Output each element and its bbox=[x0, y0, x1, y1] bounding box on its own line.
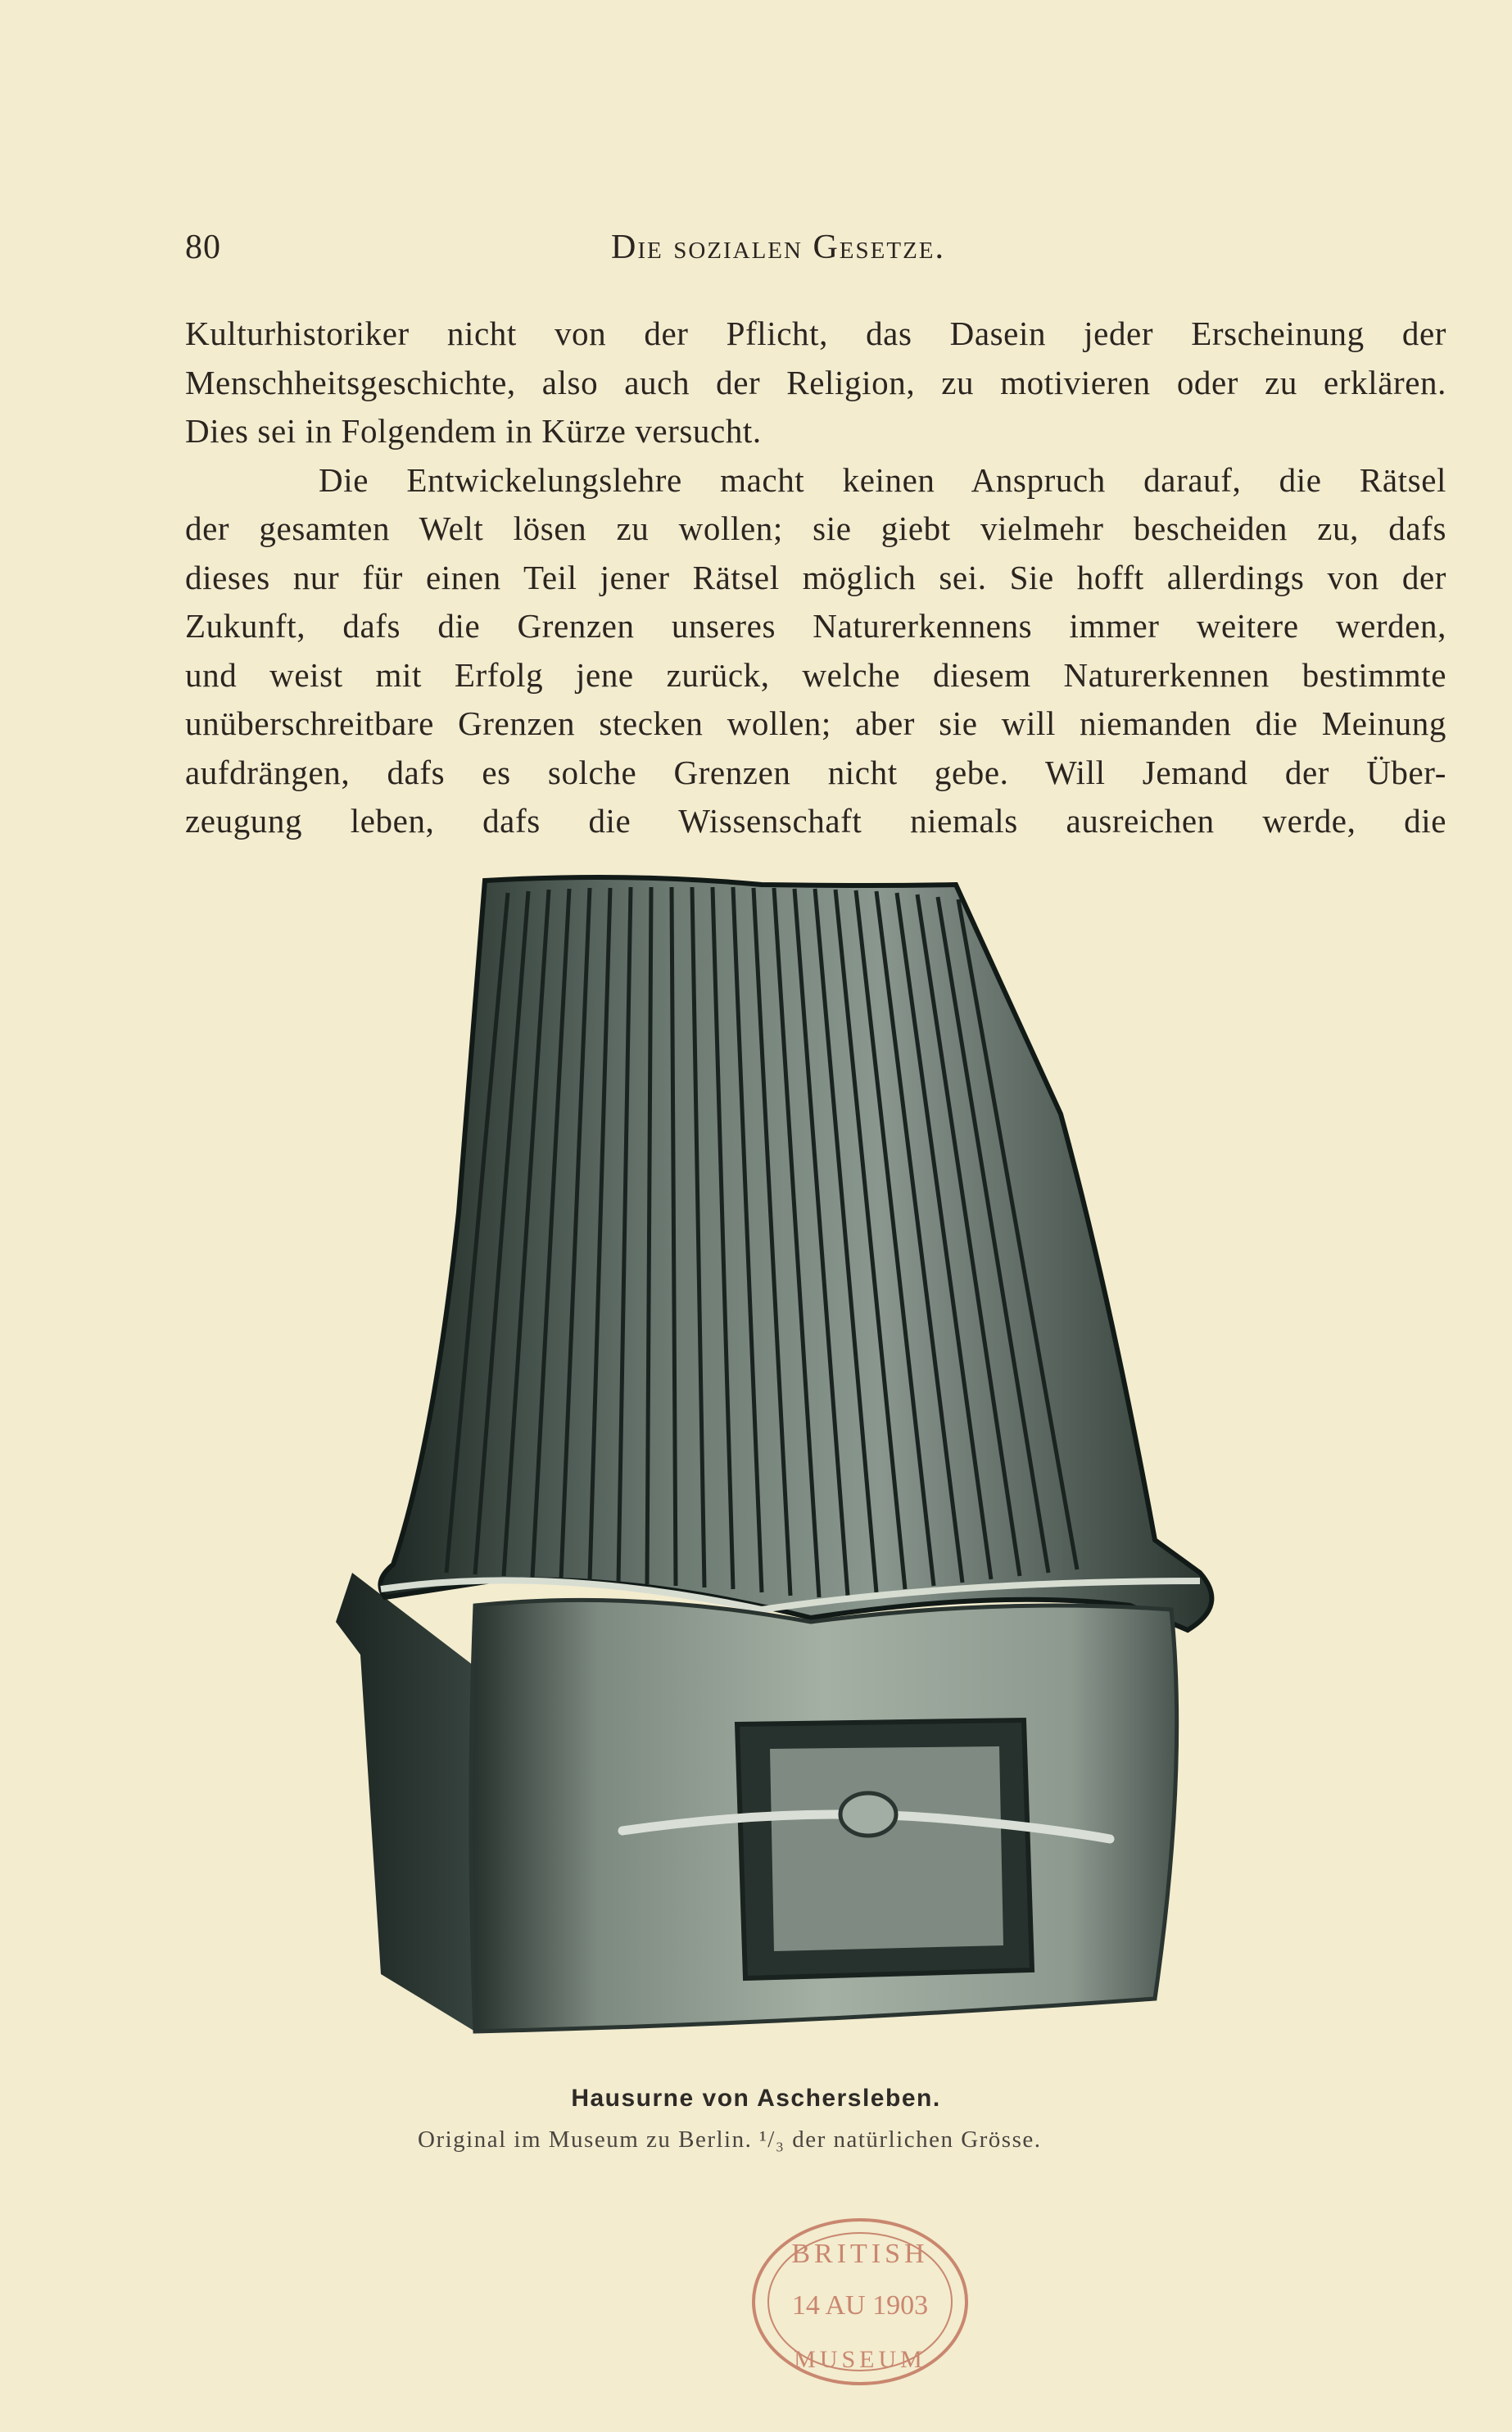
stamp-date-text: 14 AU 1903 bbox=[791, 2290, 929, 2321]
text-line: und weist mit Erfolg jene zurück, welche diesem Naturerkennen bestimmte bbox=[185, 655, 1446, 694]
figure-caption-title: Hausurne von Aschersleben. bbox=[571, 2085, 941, 2112]
figure-caption-subtitle: Original im Museum zu Berlin. ¹/₃ der natürlichen Grösse. bbox=[418, 2126, 1042, 2153]
text-line: unüberschreitbare Grenzen stecken wollen; aber sie will niemanden die Meinung bbox=[185, 704, 1446, 742]
house-urn-illustration bbox=[303, 868, 1302, 2048]
page-header bbox=[185, 228, 1446, 277]
text-line: Die Entwickelungslehre macht keinen Anspruch darauf, die Rätsel bbox=[319, 460, 1446, 499]
stamp-top-text: BRITISH bbox=[791, 2239, 929, 2269]
text-line: Kulturhistoriker nicht von der Pflicht, das Dasein jeder Erscheinung der bbox=[185, 315, 1446, 352]
text-line: Dies sei in Folgendem in Kürze versucht. bbox=[185, 412, 762, 450]
text-line: der gesamten Welt lösen zu wollen; sie giebt vielmehr bescheiden zu, dafs bbox=[185, 509, 1446, 547]
page-number: 80 bbox=[185, 229, 221, 266]
urn-door-inner bbox=[770, 1746, 1003, 1951]
library-stamp bbox=[737, 2203, 983, 2400]
urn-side-shadow bbox=[336, 1573, 491, 2031]
text-line: Zukunft, dafs die Grenzen unseres Naturerkennens immer weitere werden, bbox=[185, 607, 1446, 645]
text-line: zeugung leben, dafs die Wissenschaft niemals ausreichen werde, die bbox=[185, 802, 1446, 840]
stamp-bottom-text: MUSEUM bbox=[794, 2346, 926, 2373]
text-line: aufdrängen, dafs es solche Grenzen nicht gebe. Will Jemand der Über- bbox=[185, 753, 1446, 791]
text-line: Menschheitsgeschichte, also auch der Religion, zu motivieren oder zu erklären. bbox=[185, 363, 1446, 401]
body-text bbox=[185, 310, 1446, 846]
urn-door-knob bbox=[840, 1793, 896, 1836]
text-line: dieses nur für einen Teil jener Rätsel möglich sei. Sie hofft allerdings von der bbox=[185, 558, 1446, 596]
running-title: Die sozialen Gesetze. bbox=[611, 229, 945, 266]
